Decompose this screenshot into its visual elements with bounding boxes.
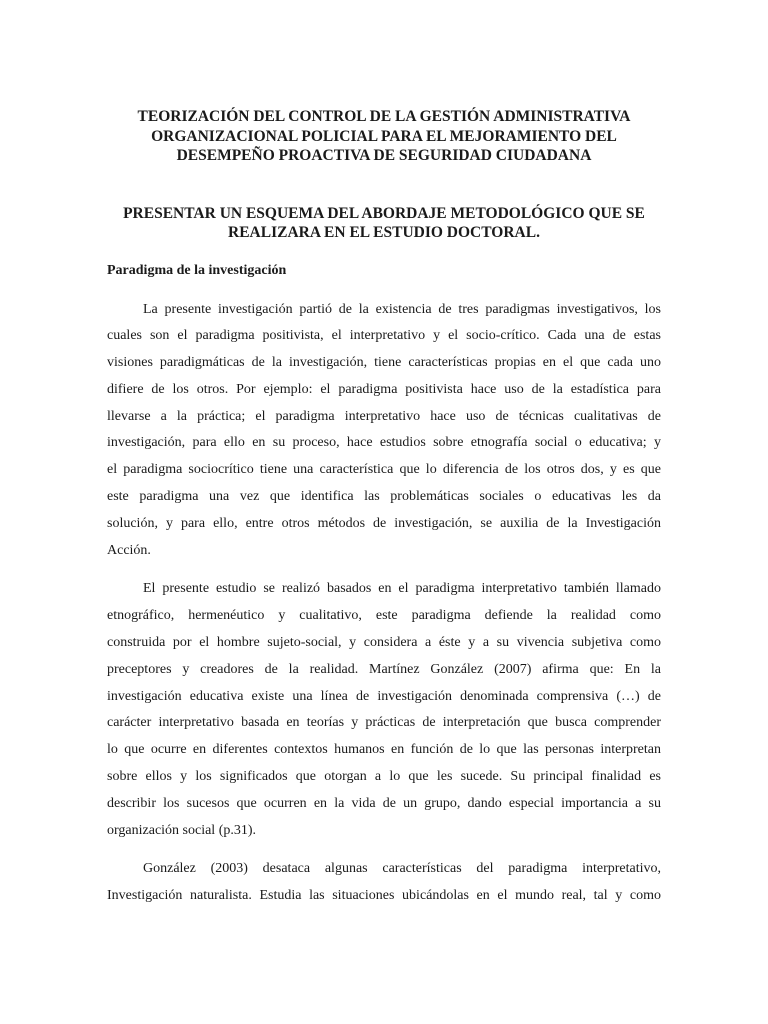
paragraph-line: cuales son el paradigma positivista, el interpretativo y el socio-crítico. Cada una de estas bbox=[107, 328, 661, 344]
paragraph bbox=[107, 576, 661, 844]
paragraph-line: investigación educativa existe una línea de investigación denominada comprensiva (…) de bbox=[107, 688, 661, 704]
paragraph-line: este paradigma una vez que identifica las problemáticas sociales o educativas les da bbox=[107, 489, 661, 505]
paragraph-line: llevarse a la práctica; el paradigma interpretativo hace uso de técnicas cualitativas de bbox=[107, 408, 661, 424]
section-heading: Paradigma de la investigación bbox=[107, 262, 287, 278]
paragraph-line: organización social (p.31). bbox=[107, 822, 257, 838]
paragraph-line: visiones paradigmáticas de la investigación, tiene características propias en el que cada uno bbox=[107, 355, 661, 371]
paragraph bbox=[107, 856, 661, 910]
document-subtitle bbox=[107, 204, 661, 243]
subtitle-line: REALIZARA EN EL ESTUDIO DOCTORAL. bbox=[228, 224, 540, 241]
paragraph-line: construida por el hombre sujeto-social, y considera a éste y a su vivencia subjetiva como bbox=[107, 635, 661, 651]
paragraph-line: preceptores y creadores de la realidad. Martínez González (2007) afirma que: En la bbox=[107, 661, 661, 677]
document-body bbox=[107, 107, 661, 910]
paragraph-line: solución, y para ello, entre otros métodos de investigación, se auxilia de la Investigación bbox=[107, 515, 661, 531]
paragraph bbox=[107, 297, 661, 565]
paragraph-line: sobre ellos y los significados que otorgan a lo que les sucede. Su principal finalidad es bbox=[107, 769, 661, 785]
paragraph-line: el paradigma sociocrítico tiene una característica que lo diferencia de los otros dos, y es que bbox=[107, 462, 661, 478]
paragraph-line: lo que ocurre en diferentes contextos humanos en función de lo que las personas interpretan bbox=[107, 742, 661, 758]
paragraph-line: Investigación naturalista. Estudia las situaciones ubicándolas en el mundo real, tal y como bbox=[107, 888, 661, 904]
paragraph-line: difiere de los otros. Por ejemplo: el paradigma positivista hace uso de la estadística para bbox=[107, 381, 661, 397]
paragraph-line: El presente estudio se realizó basados en el paradigma interpretativo también llamado bbox=[143, 581, 661, 597]
title-line: TEORIZACIÓN DEL CONTROL DE LA GESTIÓN ADMINISTRATIVA bbox=[137, 108, 631, 125]
title-line: ORGANIZACIONAL POLICIAL PARA EL MEJORAMIENTO DEL bbox=[151, 127, 617, 145]
paragraph-line: Acción. bbox=[107, 542, 151, 558]
paragraph-line: etnográfico, hermenéutico y cualitativo, este paradigma defiende la realidad como bbox=[107, 608, 661, 624]
paragraph-line: González (2003) desataca algunas características del paradigma interpretativo, bbox=[143, 861, 661, 877]
paragraph-line: describir los sucesos que ocurren en la vida de un grupo, dando especial importancia a su bbox=[107, 795, 661, 811]
document-title bbox=[107, 107, 661, 166]
paragraph-line: La presente investigación partió de la existencia de tres paradigmas investigativos, los bbox=[143, 301, 661, 317]
title-line: DESEMPEÑO PROACTIVA DE SEGURIDAD CIUDADANA bbox=[176, 147, 592, 164]
subtitle-line: PRESENTAR UN ESQUEMA DEL ABORDAJE METODOLÓGICO QUE SE bbox=[123, 204, 645, 222]
paragraph-line: carácter interpretativo basada en teorías y prácticas de interpretación que busca comprender bbox=[107, 715, 661, 731]
paragraph-line: investigación, para ello en su proceso, hace estudios sobre etnografía social o educativa; y bbox=[107, 435, 661, 451]
